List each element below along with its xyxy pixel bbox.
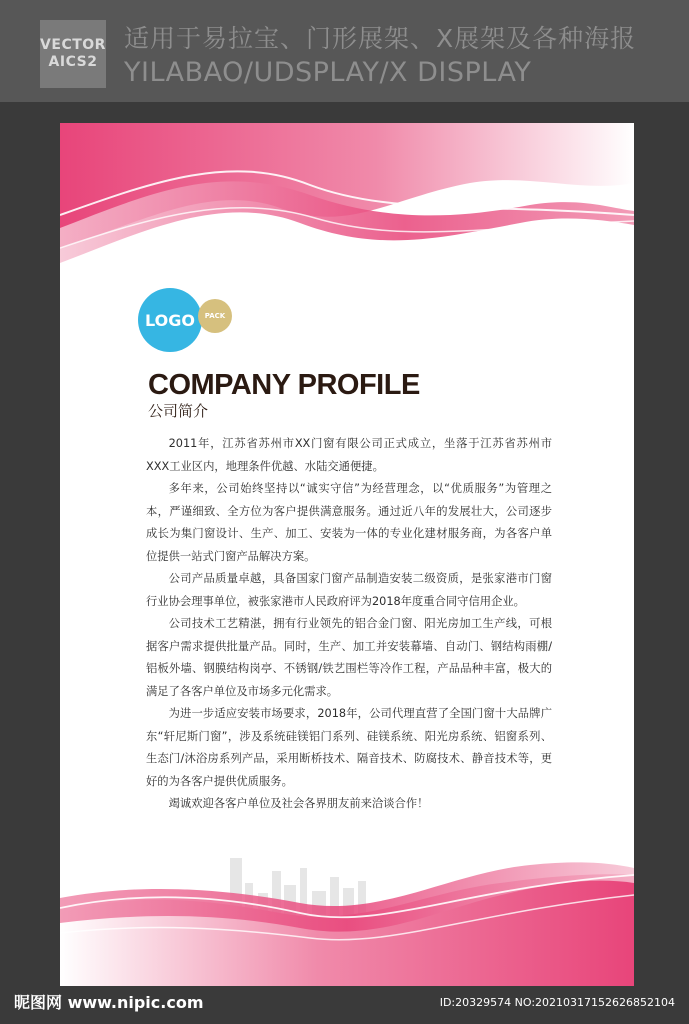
top-banner: [0, 0, 689, 102]
banner-title: 适用于易拉宝、门形展架、X展架及各种海报: [124, 24, 637, 53]
banner-subtitle: YILABAO/UDSPLAY/X DISPLAY: [124, 57, 532, 88]
logo-pack-badge: PACK: [198, 299, 232, 333]
paragraph: 2011年，江苏省苏州市XX门窗有限公司正式成立，坐落于江苏省苏州市XXX工业区内，地理条件优越、水陆交通便捷。: [146, 437, 552, 473]
vector-badge: [40, 20, 106, 88]
paragraph: 公司产品质量卓越，具备国家门窗产品制造安装二级资质，是张家港市门窗行业协会理事单位，被张家港市人民政府评为2018年度重合同守信用企业。: [146, 572, 552, 608]
paragraph: 为进一步适应安装市场要求，2018年，公司代理直营了全国门窗十大品牌广东“轩尼斯门窗”，涉及系统硅镁铝门系列、硅镁系统、阳光房系统、铝窗系列、生态门/沐浴房系列产品，采用断桥技术、隔音技术、防腐技术、静音技术等，更好的为各客户提供优质服务。: [146, 707, 552, 788]
paragraph: 公司技术工艺精湛，拥有行业领先的铝合金门窗、阳光房加工生产线，可根据客户需求提供批量产品。同时，生产、加工并安装幕墙、自动门、钢结构雨棚/铝板外墙、钢膜结构岗亭、不锈钢/铁艺围栏等冷作工程，产品品种丰富，极大的满足了各客户单位及市场多元化需求。: [146, 617, 552, 698]
logo-circle: LOGO: [138, 288, 202, 352]
profile-subtitle: 公司简介: [148, 402, 209, 420]
badge-line-2: AICS2: [48, 54, 98, 70]
badge-line-1: VECTOR: [40, 37, 106, 53]
profile-title: COMPANY PROFILE: [148, 369, 420, 401]
profile-body: [146, 433, 552, 816]
footer-image-id: ID:20329574 NO:20210317152626852104: [439, 996, 675, 1009]
poster: [60, 123, 634, 986]
paragraph: 竭诚欢迎各客户单位及社会各界朋友前来洽谈合作！: [168, 797, 429, 810]
paragraph: 多年来，公司始终坚持以“诚实守信”为经营理念，以“优质服务”为管理之本，严谨细致、全方位为客户提供满意服务。通过近八年的发展壮大，公司逐步成长为集门窗设计、生产、加工、安装为一体的专业化建材服务商，为各客户单位提供一站式门窗产品解决方案。: [146, 482, 552, 563]
footer-watermark-site: 昵图网 www.nipic.com: [14, 993, 204, 1012]
